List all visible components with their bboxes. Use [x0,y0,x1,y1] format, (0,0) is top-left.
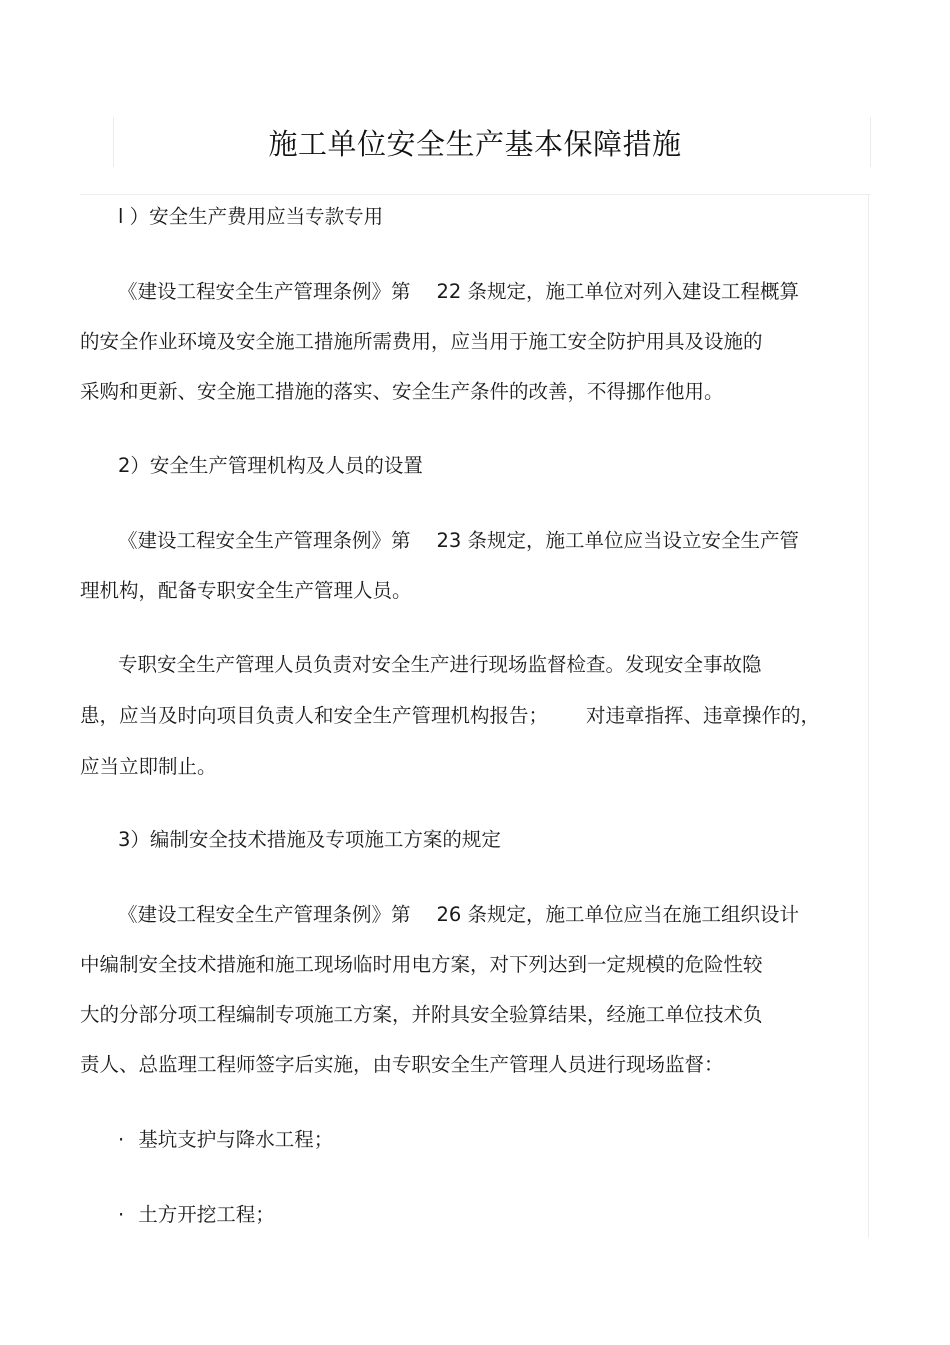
section-3-paragraph-1-line-4: 责人、总监理工程师签字后实施，由专职安全生产管理人员进行现场监督： [80,1053,724,1076]
text-segment: 22 条规定，施工单位对列入建设工程概算 [436,280,800,303]
page-title: 施工单位安全生产基本保障措施 [268,127,682,161]
bullet-item [118,1125,333,1155]
bullet-marker: · [118,1128,125,1151]
section-3-paragraph-1-line-1 [118,900,799,930]
section-2-paragraph-1-line-1 [118,526,799,556]
section-1-paragraph-1-line-3: 采购和更新、安全施工措施的落实、安全生产条件的改善，不得挪作他用。 [80,380,724,403]
content-top-rule [80,194,870,195]
text-segment: 26 条规定，施工单位应当在施工组织设计 [436,903,800,926]
bullet-text: 基坑支护与降水工程； [138,1128,334,1151]
bullet-text: 土方开挖工程； [138,1203,275,1226]
section-1-paragraph-1-line-2: 的安全作业环境及安全施工措施所需费用，应当用于施工安全防护用具及设施的 [80,330,763,353]
section-3-paragraph-1-line-3: 大的分部分项工程编制专项施工方案，并附具安全验算结果，经施工单位技术负 [80,1003,763,1026]
section-1-heading: l ）安全生产费用应当专款专用 [118,205,384,228]
section-2-paragraph-2-line-1: 专职安全生产管理人员负责对安全生产进行现场监督检查。发现安全事故隐 [118,653,762,676]
section-2-paragraph-2-line-3: 应当立即制止。 [80,755,217,778]
text-segment: 患，应当及时向项目负责人和安全生产管理机构报告； [80,704,549,727]
text-segment: 《建设工程安全生产管理条例》第 [118,529,411,552]
text-segment: 《建设工程安全生产管理条例》第 [118,280,411,303]
content-right-rule [868,194,869,1238]
bullet-item [118,1200,275,1230]
bullet-marker: · [118,1203,125,1226]
section-2-paragraph-2-line-2 [80,701,820,731]
text-segment: 23 条规定，施工单位应当设立安全生产管 [436,529,800,552]
section-3-paragraph-1-line-2: 中编制安全技术措施和施工现场临时用电方案，对下列达到一定规模的危险性较 [80,953,763,976]
text-segment: 《建设工程安全生产管理条例》第 [118,903,411,926]
section-3-heading: 3）编制安全技术措施及专项施工方案的规定 [118,828,501,851]
section-2-heading: 2）安全生产管理机构及人员的设置 [118,454,423,477]
text-segment: 对违章指挥、违章操作的， [586,704,821,727]
section-1-paragraph-1-line-1 [118,277,799,307]
section-2-paragraph-1-line-2: 理机构，配备专职安全生产管理人员。 [80,579,412,602]
